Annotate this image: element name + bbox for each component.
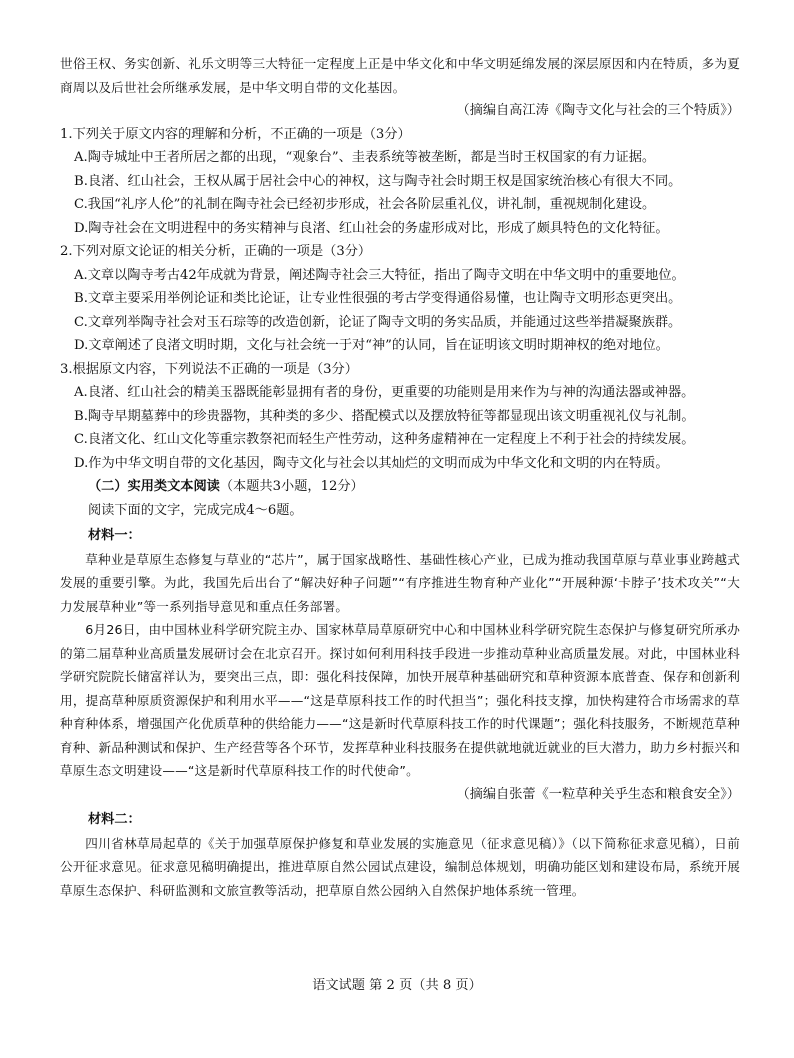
material-1-paragraph: 6月26日，由中国林业科学研究院主办、国家林草局草原研究中心和中国林业科学研究院生态保护与修复研究所承办的第二届草种业高质量发展研讨会在北京召开。探讨如何利用科技手段进一步推动草种业高质量发展。对此，中国林业科学研究院院长储富祥认为，要突出三点，即：强化科技保障，加快开展草种基础研究和草种资源本底普查、保存和创新利用，提高草种原质资源保护和利用水平——“这是草原科技工作的时代担当”；强化科技支撑，加快构建符合市场需求的草种育种体系，增强国产化优质草种的供给能力——“这是新时代草原科技工作的时代课题”；强化科技服务，不断规范草种育种、新品种测试和保护、生产经营等各个环节，发挥草种业科技服务在提供就地就近就业的巨大潜力，助力乡村振兴和草原生态文明建设——“这是新时代草原科技工作的时代使命”。 (60, 622, 740, 778)
material-2-label: 材料二： (88, 812, 141, 827)
source-citation-2: （摘编自张蕾《一粒草种关乎生态和粮食安全》） (456, 786, 740, 802)
question-1-stem: 1.下列关于原文内容的理解和分析，不正确的一项是（3分） (60, 126, 411, 142)
section-2-heading (60, 475, 740, 499)
question-1-option-a: A.陶寺城址中王者所居之都的出现，“观象台”、圭表系统等被垄断，都是当时王权国家的有力证据。 (74, 150, 656, 165)
question-2-option-c: C.文章列举陶寺社会对玉石琮等的改造创新，论证了陶寺文明的务实品质，并能通过这些举措凝聚族群。 (74, 314, 682, 330)
question-3-option-a: A.良渚、红山社会的精美玉器既能彰显拥有者的身份，更重要的功能则是用来作为与神的沟通法器或神器。 (74, 385, 695, 400)
question-2-option-b: B.文章主要采用举例论证和类比论证，让专业性很强的考古学变得通俗易懂，也让陶寺文明形态更突出。 (74, 291, 682, 306)
question-2-option-a: A.文章以陶寺考古42年成就为背景，阐述陶寺社会三大特征，指出了陶寺文明在中华文明中的重要地位。 (74, 267, 685, 283)
passage-tail: 世俗王权、务实创新、礼乐文明等三大特征一定程度上正是中华文化和中华文明延绵发展的深层原因和内在特质，多为夏商周以及后世社会所继承发展，是中华文明自带的文化基因。 (60, 56, 740, 95)
page-footer: 语文试题 第 2 页（共 8 页） (312, 978, 482, 993)
question-3-option-c: C.良渚文化、红山文化等重宗教祭祀而轻生产性劳动，这种务虚精神在一定程度上不利于社会的持续发展。 (74, 432, 695, 447)
section-2-title: （二）实用类文本阅读 (88, 479, 220, 494)
section-2-instruction: 阅读下面的文字，完成完成4～6题。 (88, 502, 303, 518)
question-3-option-b: B.陶寺早期墓葬中的珍贵器物，其种类的多少、搭配模式以及摆放特征等都显现出该文明重视礼仪与礼制。 (74, 408, 695, 424)
material-2-paragraph: 四川省林草局起草的《关于加强草原保护修复和草业发展的实施意见（征求意见稿）》（以下简称征求意见稿），日前公开征求意见。征求意见稿明确提出，推进草原自然公园试点建设，编制总体规划，明确功能区划和建设布局，系统开展草原生态保护、科研监测和文旅宣教等活动，把草原自然公园纳入自然保护地体系统一管理。 (60, 835, 740, 898)
section-2-note: （本题共3小题，12分） (219, 479, 364, 494)
page-body (60, 52, 740, 902)
material-1-paragraph: 草种业是草原生态修复与草业的“芯片”，属于国家战略性、基础性核心产业，已成为推动我国草原与草业事业跨越式发展的重要引擎。为此，我国先后出台了“解决好种子问题”“有序推进生物育种产业化”“开展种源‘卡脖子’技术攻关”“大力发展草种业”等一系列指导意见和重点任务部署。 (60, 551, 740, 614)
question-1-option-b: B.良渚、红山社会，王权从属于居社会中心的神权，这与陶寺社会时期王权是国家统治核心有很大不同。 (74, 173, 682, 189)
material-1-label: 材料一： (88, 528, 141, 543)
question-3-option-d: D.作为中华文明自带的文化基因，陶寺文化与社会以其灿烂的文明而成为中华文化和文明的内在特质。 (74, 455, 669, 471)
question-1-option-d: D.陶寺社会在文明进程中的务实精神与良渚、红山社会的务虚形成对比，形成了颇具特色的文化特征。 (74, 220, 669, 236)
question-3-stem: 3.根据原文内容，下列说法不正确的一项是（3分） (60, 361, 358, 377)
question-1-option-c: C.我国“礼序人伦”的礼制在陶寺社会已经初步形成，社会各阶层重礼仪，讲礼制，重视规制化建设。 (74, 197, 656, 212)
source-citation-1: （摘编自高江涛《陶寺文化与社会的三个特质》） (456, 103, 740, 118)
question-2-stem: 2.下列对原文论证的相关分析，正确的一项是（3分） (60, 244, 372, 259)
question-2-option-d: D.文章阐述了良渚文明时期，文化与社会统一于对“神”的认同，旨在证明该文明时期神权的绝对地位。 (74, 338, 669, 353)
